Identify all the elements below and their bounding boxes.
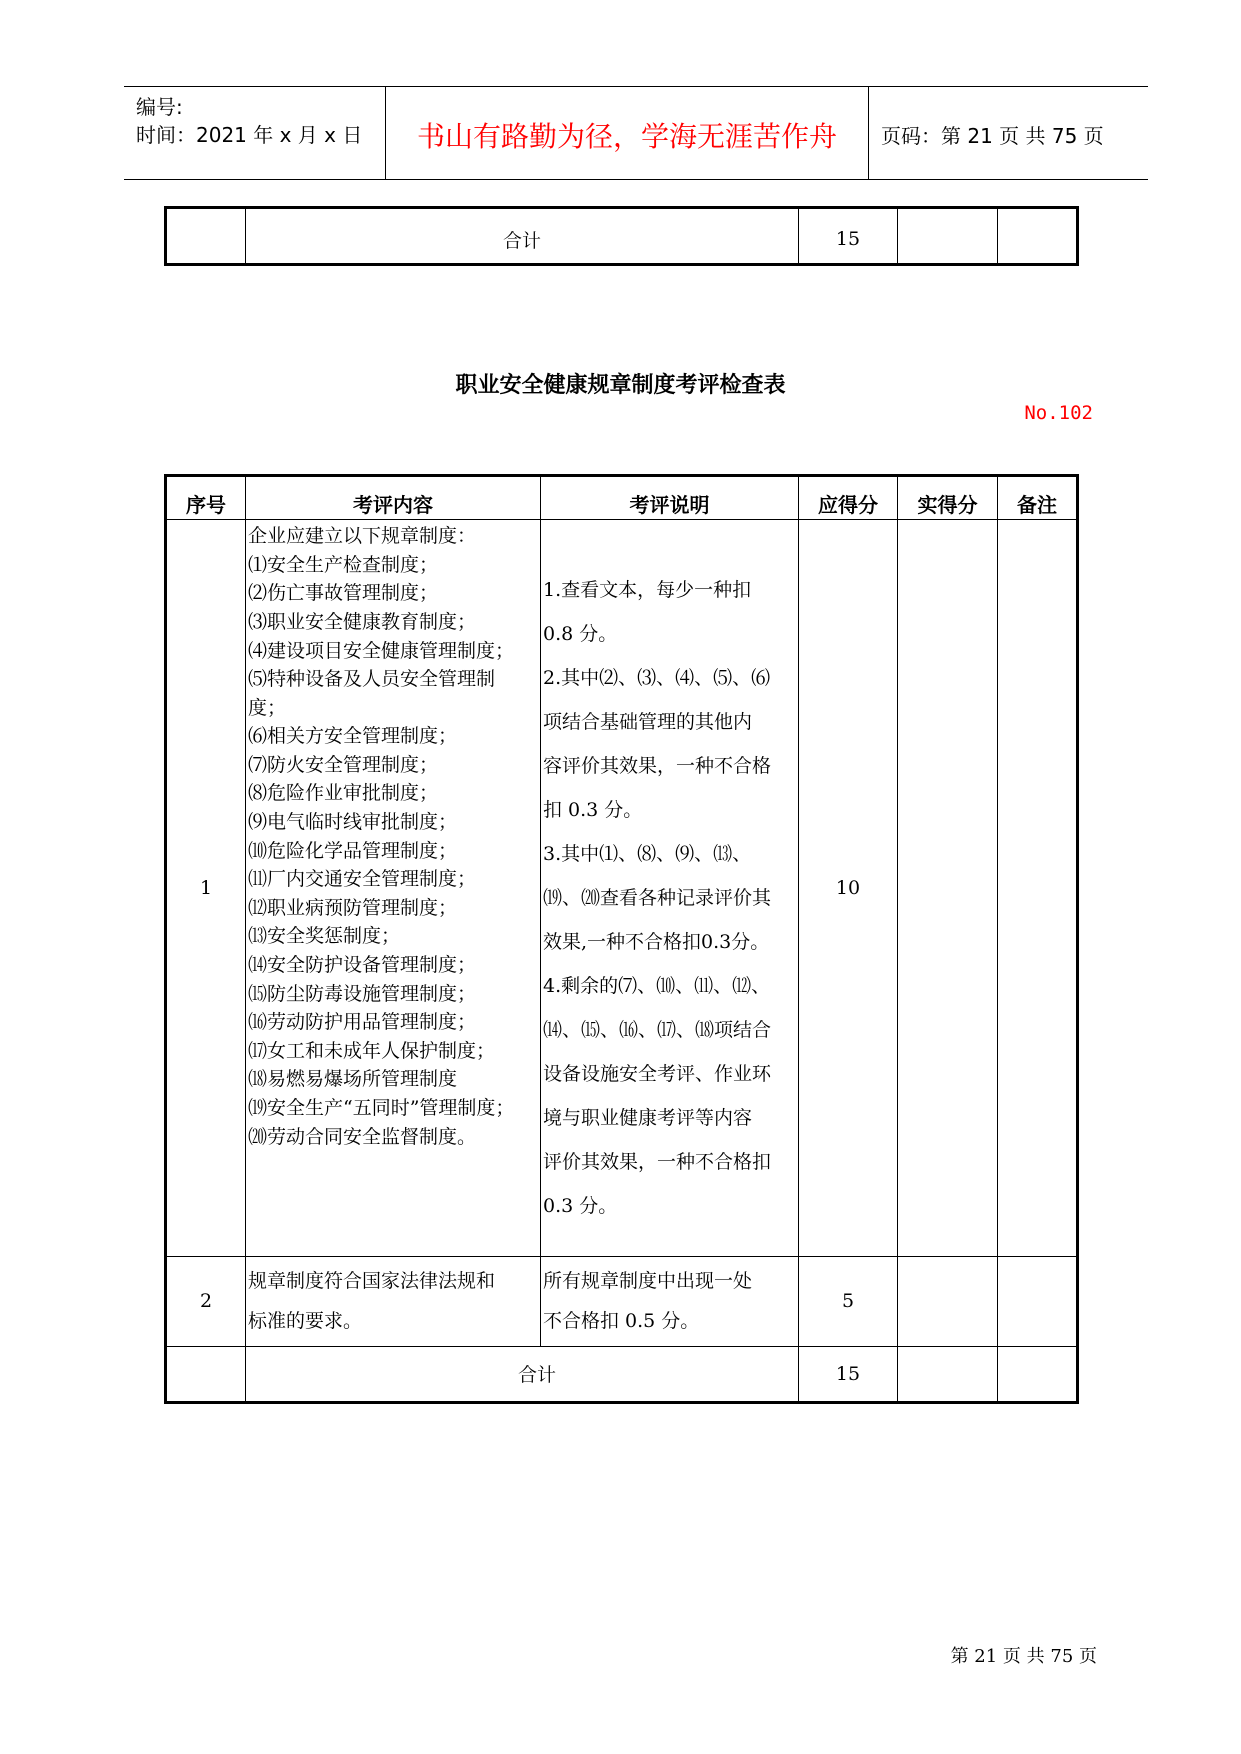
header-page-cell xyxy=(868,87,1148,179)
row2-content xyxy=(246,1256,541,1346)
row2-seq: 2 xyxy=(166,1256,246,1346)
th-seq: 序号 xyxy=(166,476,246,520)
row1-actual-cell xyxy=(898,520,998,1256)
row1-explain xyxy=(541,520,799,1256)
row1-content-line: ⑸特种设备及人员安全管理制 xyxy=(248,668,496,691)
row1-explain-line: 项结合基础管理的其他内 xyxy=(543,711,753,734)
th-actual: 实得分 xyxy=(898,476,998,520)
row1-content-line: ⑾厂内交通安全管理制度； xyxy=(248,868,477,891)
row1-content-line: ⑽危险化学品管理制度； xyxy=(248,839,458,862)
page-info: 页码：第 21 页 共 75 页 xyxy=(881,124,1104,148)
row1-content-line: ⑵伤亡事故管理制度； xyxy=(248,582,439,605)
review-table xyxy=(164,474,1079,1404)
row1-content-line: 企业应建立以下规章制度： xyxy=(248,525,477,548)
row1-explain-line: 0.3 分。 xyxy=(543,1195,618,1218)
row1-score: 10 xyxy=(799,520,898,1256)
row2-remark-cell xyxy=(998,1256,1078,1346)
doc-title: 职业安全健康规章制度考评检查表 xyxy=(455,373,786,398)
total-actual-cell xyxy=(898,1346,998,1402)
row1-content-line: ⑺防火安全管理制度； xyxy=(248,753,439,776)
row1-content-line: ⑼电气临时线审批制度； xyxy=(248,811,458,834)
row1-content-line: ⒄女工和未成年人保护制度； xyxy=(248,1039,496,1062)
row1-explain-line: 容评价其效果，一种不合格 xyxy=(543,755,772,778)
prev-total-label: 合计 xyxy=(246,208,799,265)
row1-explain-line: ⒆、⒇查看各种记录评价其 xyxy=(543,887,772,910)
row1-content-line: ⒀安全奖惩制度； xyxy=(248,925,401,948)
header-motto-cell xyxy=(386,87,868,179)
code-label: 编号: xyxy=(136,95,183,119)
row1-content-line: ⒅易燃易爆场所管理制度 xyxy=(248,1068,458,1091)
th-remark: 备注 xyxy=(998,476,1078,520)
th-content: 考评内容 xyxy=(246,476,541,520)
row1-content-line: ⑷建设项目安全健康管理制度； xyxy=(248,639,515,662)
total-label: 合计 xyxy=(246,1346,799,1402)
row1-content-line: ⒂防尘防毒设施管理制度； xyxy=(248,982,477,1005)
th-score: 应得分 xyxy=(799,476,898,520)
row1-content-line: ⑹相关方安全管理制度； xyxy=(248,725,458,748)
page-footer: 第 21 页 共 75 页 xyxy=(950,1646,1097,1667)
total-remark-cell xyxy=(998,1346,1078,1402)
row1-explain-line: ⒁、⒂、⒃、⒄、⒅项结合 xyxy=(543,1019,772,1042)
th-explain: 考评说明 xyxy=(541,476,799,520)
row1-content-line: ⑴安全生产检查制度； xyxy=(248,553,439,576)
row1-content-line: 度； xyxy=(248,696,287,719)
row1-explain-line: 1.查看文本，每少一种扣 xyxy=(543,579,752,602)
row1-content-line: ⒆安全生产“五同时”管理制度； xyxy=(248,1097,515,1120)
row1-remark-cell xyxy=(998,520,1078,1256)
row1-content xyxy=(246,520,541,1256)
row2-score: 5 xyxy=(799,1256,898,1346)
header-meta-cell xyxy=(124,87,386,179)
prev-total-seq-cell xyxy=(166,208,246,265)
row2-explain-line: 不合格扣 0.5 分。 xyxy=(543,1310,700,1333)
row1-content-line: ⑶职业安全健康教育制度； xyxy=(248,610,477,633)
prev-total-actual-cell xyxy=(898,208,998,265)
row2-content-line: 标准的要求。 xyxy=(248,1310,363,1333)
row1-explain-line: 设备设施安全考评、作业环 xyxy=(543,1063,772,1086)
table-total-row xyxy=(166,1346,1078,1402)
row1-content-line: ⑻危险作业审批制度； xyxy=(248,782,439,805)
row1-explain-line: 4.剩余的⑺、⑽、⑾、⑿、 xyxy=(543,975,771,998)
row1-explain-line: 扣 0.3 分。 xyxy=(543,799,643,822)
motto: 书山有路勤为径，学海无涯苦作舟 xyxy=(416,120,837,153)
row1-seq: 1 xyxy=(166,520,246,1256)
row1-explain-line: 3.其中⑴、⑻、⑼、⒀、 xyxy=(543,843,752,866)
prev-total-remark-cell xyxy=(998,208,1078,265)
row1-explain-line: 0.8 分。 xyxy=(543,623,618,646)
row1-content-line: ⒇劳动合同安全监督制度。 xyxy=(248,1125,477,1148)
row1-content-line: ⑿职业病预防管理制度； xyxy=(248,896,458,919)
table-header-row xyxy=(166,476,1078,520)
row2-actual-cell xyxy=(898,1256,998,1346)
prev-total-score: 15 xyxy=(799,208,898,265)
row2-explain xyxy=(541,1256,799,1346)
table-row xyxy=(166,1256,1078,1346)
total-seq-cell xyxy=(166,1346,246,1402)
page-header xyxy=(124,86,1148,180)
row2-content-line: 规章制度符合国家法律法规和 xyxy=(248,1270,496,1293)
prev-table-total xyxy=(164,206,1079,266)
row1-explain-line: 2.其中⑵、⑶、⑷、⑸、⑹ xyxy=(543,667,771,690)
row1-content-line: ⒃劳动防护用品管理制度； xyxy=(248,1011,477,1034)
row1-content-line: ⒁安全防护设备管理制度； xyxy=(248,954,477,977)
row2-explain-line: 所有规章制度中出现一处 xyxy=(543,1270,753,1293)
table-row xyxy=(166,520,1078,1256)
total-score: 15 xyxy=(799,1346,898,1402)
doc-number: No.102 xyxy=(1024,402,1093,424)
time-label: 时间：2021 年 x 月 x 日 xyxy=(136,123,363,147)
row1-explain-line: 评价其效果，一种不合格扣 xyxy=(543,1151,772,1174)
row1-explain-line: 效果,一种不合格扣0.3分。 xyxy=(543,931,770,954)
row1-explain-line: 境与职业健康考评等内容 xyxy=(543,1107,753,1130)
